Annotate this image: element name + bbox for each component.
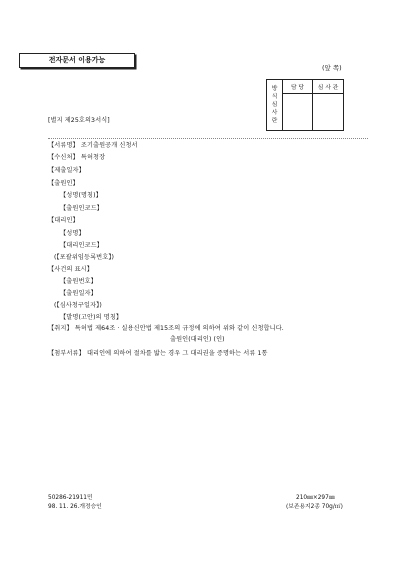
line-examination-request-date: (【심사청구일자】) (54, 302, 102, 309)
line-signature: 출원인(대리인) (인) (170, 336, 225, 343)
line-applicant-name: 【성명(명칭)】 (60, 192, 102, 199)
stamp-char: 사 (271, 110, 278, 116)
footer-approval: 98. 11. 26.개정승인 (48, 504, 102, 510)
line-invention-title: 【발명(고안)의 명칭】 (60, 314, 123, 321)
page-side-tag: (앞 쪽) (322, 64, 342, 72)
line-application-number: 【출원번호】 (60, 278, 97, 285)
line-document-name: 【서류명】 조기출원공개 신청서 (48, 142, 138, 149)
stamp-cell-examiner (313, 94, 343, 130)
stamp-col-officer: 담 당 (283, 80, 313, 94)
line-case-indication: 【사건의 표시】 (48, 266, 94, 273)
stamp-cell-officer (283, 94, 313, 130)
line-power-of-attorney: (【포괄위임등록번호】) (54, 254, 115, 261)
footer-paper-type: (보존용지2종 70g/㎡) (286, 504, 343, 510)
form-reference: [별지 제25호의3서식] (48, 117, 110, 124)
line-agent: 【대리인】 (48, 217, 79, 224)
line-applicant: 【출원인】 (48, 180, 79, 187)
footer-paper-size: 210㎜×297㎜ (296, 495, 335, 501)
review-stamp-box (266, 79, 344, 131)
line-purpose: 【취지】 특허법 제64조 · 실용신안법 제15조의 규정에 의하여 위와 같이 신청합니다. (48, 325, 284, 332)
line-submission-date: 【제출일자】 (48, 167, 85, 174)
stamp-char: 식 (271, 94, 278, 100)
stamp-char: 란 (271, 118, 278, 124)
divider (48, 138, 368, 139)
footer-form-code: 50286-21911민 (48, 495, 93, 501)
line-agent-name: 【성명】 (60, 230, 85, 237)
stamp-char: 심 (271, 102, 278, 108)
line-agent-code: 【대리인코드】 (60, 242, 103, 249)
line-application-date: 【출원일자】 (60, 290, 97, 297)
stamp-char: 방 (271, 86, 278, 92)
line-applicant-code: 【출원인코드】 (60, 205, 103, 212)
line-recipient: 【수신처】 특허청장 (48, 154, 106, 161)
document-title: 전자문서 이용가능 (48, 56, 106, 64)
document-title-box (19, 53, 135, 68)
line-attachments: 【첨부서류】 대리인에 의하여 절차를 밟는 경우 그 대리권을 증명하는 서류 1통 (48, 350, 268, 357)
stamp-col-examiner: 심 사 관 (313, 80, 343, 94)
stamp-side-label (267, 80, 283, 130)
